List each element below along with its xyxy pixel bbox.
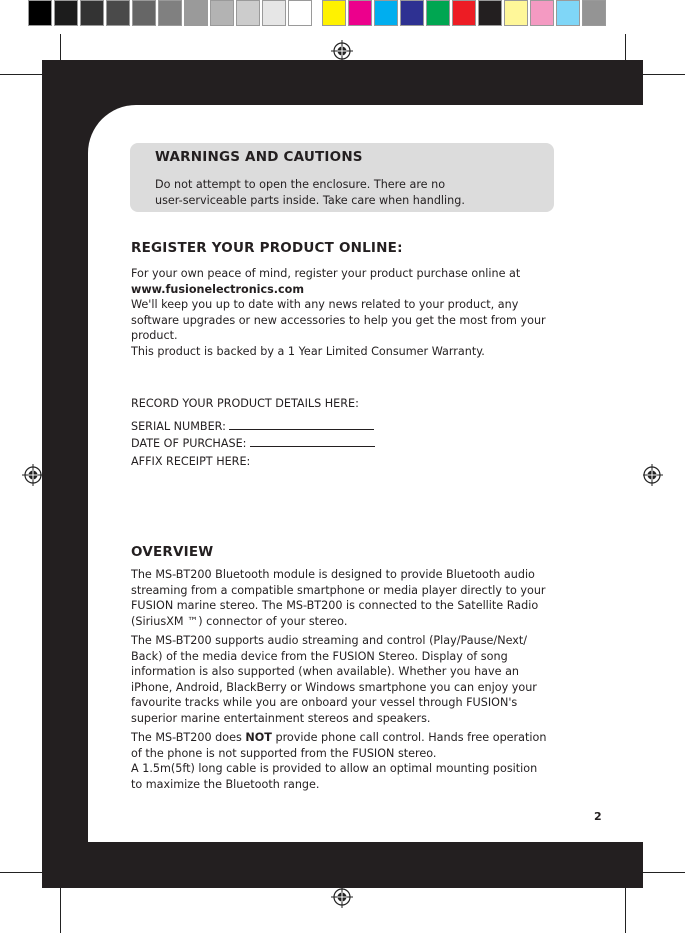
overview-paragraph: The MS-BT200 Bluetooth module is designed to provide Bluetooth audio streaming from a compatible smartphone or media player directly to your FUSION marine stereo. The MS-BT200 is connected to the Satellite Radio (SiriusXM ™) connector of your stereo. bbox=[131, 568, 546, 628]
register-line: product. bbox=[131, 329, 178, 342]
gray-swatch bbox=[132, 0, 156, 26]
crop-mark bbox=[625, 888, 626, 933]
color-swatch bbox=[530, 0, 554, 26]
color-swatch bbox=[374, 0, 398, 26]
color-swatch bbox=[348, 0, 372, 26]
date-of-purchase-label: DATE OF PURCHASE: bbox=[131, 436, 247, 450]
color-swatch bbox=[322, 0, 346, 26]
gray-swatch bbox=[236, 0, 260, 26]
warnings-line: user-serviceable parts inside. Take care when handling. bbox=[155, 194, 465, 207]
serial-number-label: SERIAL NUMBER: bbox=[131, 420, 226, 433]
overview-paragraph: The MS-BT200 does NOT provide phone call control. Hands free operation of the phone is not supported from the FUSION stereo. A 1.5m(5ft) long cable is provided to allow an optimal mounting position to maximize the Bluetooth range. bbox=[131, 731, 547, 791]
gray-swatch bbox=[80, 0, 104, 26]
registration-mark-icon bbox=[331, 886, 353, 908]
register-heading: REGISTER YOUR PRODUCT ONLINE: bbox=[131, 240, 403, 256]
gray-swatch bbox=[262, 0, 286, 26]
warnings-title: WARNINGS AND CAUTIONS bbox=[155, 149, 363, 165]
overview-text bbox=[131, 567, 571, 792]
crop-mark bbox=[640, 74, 685, 75]
registration-mark-icon bbox=[331, 40, 353, 62]
affix-receipt-label: AFFIX RECEIPT HERE: bbox=[131, 455, 251, 468]
website-link[interactable]: www.fusionelectronics.com bbox=[131, 282, 305, 296]
serial-number-row bbox=[131, 418, 561, 435]
gray-swatch bbox=[106, 0, 130, 26]
record-heading: RECORD YOUR PRODUCT DETAILS HERE: bbox=[131, 397, 359, 410]
crop-mark bbox=[0, 872, 46, 873]
color-swatch bbox=[452, 0, 476, 26]
color-swatch bbox=[556, 0, 580, 26]
gray-swatch bbox=[158, 0, 182, 26]
gray-swatch bbox=[288, 0, 312, 26]
color-swatch bbox=[426, 0, 450, 26]
gray-swatch bbox=[54, 0, 78, 26]
serial-number-field[interactable] bbox=[229, 418, 374, 430]
warnings-line: Do not attempt to open the enclosure. There are no bbox=[155, 178, 446, 191]
registration-mark-icon bbox=[641, 464, 663, 486]
color-calibration-bar bbox=[28, 0, 608, 30]
color-swatch bbox=[478, 0, 502, 26]
color-swatch bbox=[400, 0, 424, 26]
color-swatch bbox=[504, 0, 528, 26]
record-fields bbox=[131, 418, 561, 451]
register-text bbox=[131, 266, 561, 359]
color-swatch bbox=[582, 0, 606, 26]
overview-heading: OVERVIEW bbox=[131, 544, 214, 560]
crop-mark bbox=[0, 74, 46, 75]
gray-swatch bbox=[28, 0, 52, 26]
register-line: software upgrades or new accessories to help you get the most from your bbox=[131, 313, 546, 327]
crop-mark bbox=[640, 872, 685, 873]
registration-mark-icon bbox=[22, 464, 44, 486]
warranty-line: This product is backed by a 1 Year Limited Consumer Warranty. bbox=[131, 344, 485, 358]
register-line: For your own peace of mind, register your product purchase online at bbox=[131, 267, 521, 280]
page-number: 2 bbox=[594, 810, 602, 823]
gray-swatch bbox=[210, 0, 234, 26]
crop-mark bbox=[60, 888, 61, 933]
register-line: We'll keep you up to date with any news related to your product, any bbox=[131, 298, 519, 311]
overview-paragraph: The MS-BT200 supports audio streaming and control (Play/Pause/Next/ Back) of the media device from the FUSION Stereo. Display of song information is also supported (when available). Whether you have an iPhone, Android, BlackBerry or Windows smartphone you can enjoy your favourite tracks while you are onboard your vessel through FUSION's superior marine entertainment stereos and speakers. bbox=[131, 634, 537, 725]
date-of-purchase-row bbox=[131, 435, 561, 452]
warnings-text bbox=[155, 177, 545, 209]
gray-swatch bbox=[184, 0, 208, 26]
date-of-purchase-field[interactable] bbox=[250, 435, 375, 447]
